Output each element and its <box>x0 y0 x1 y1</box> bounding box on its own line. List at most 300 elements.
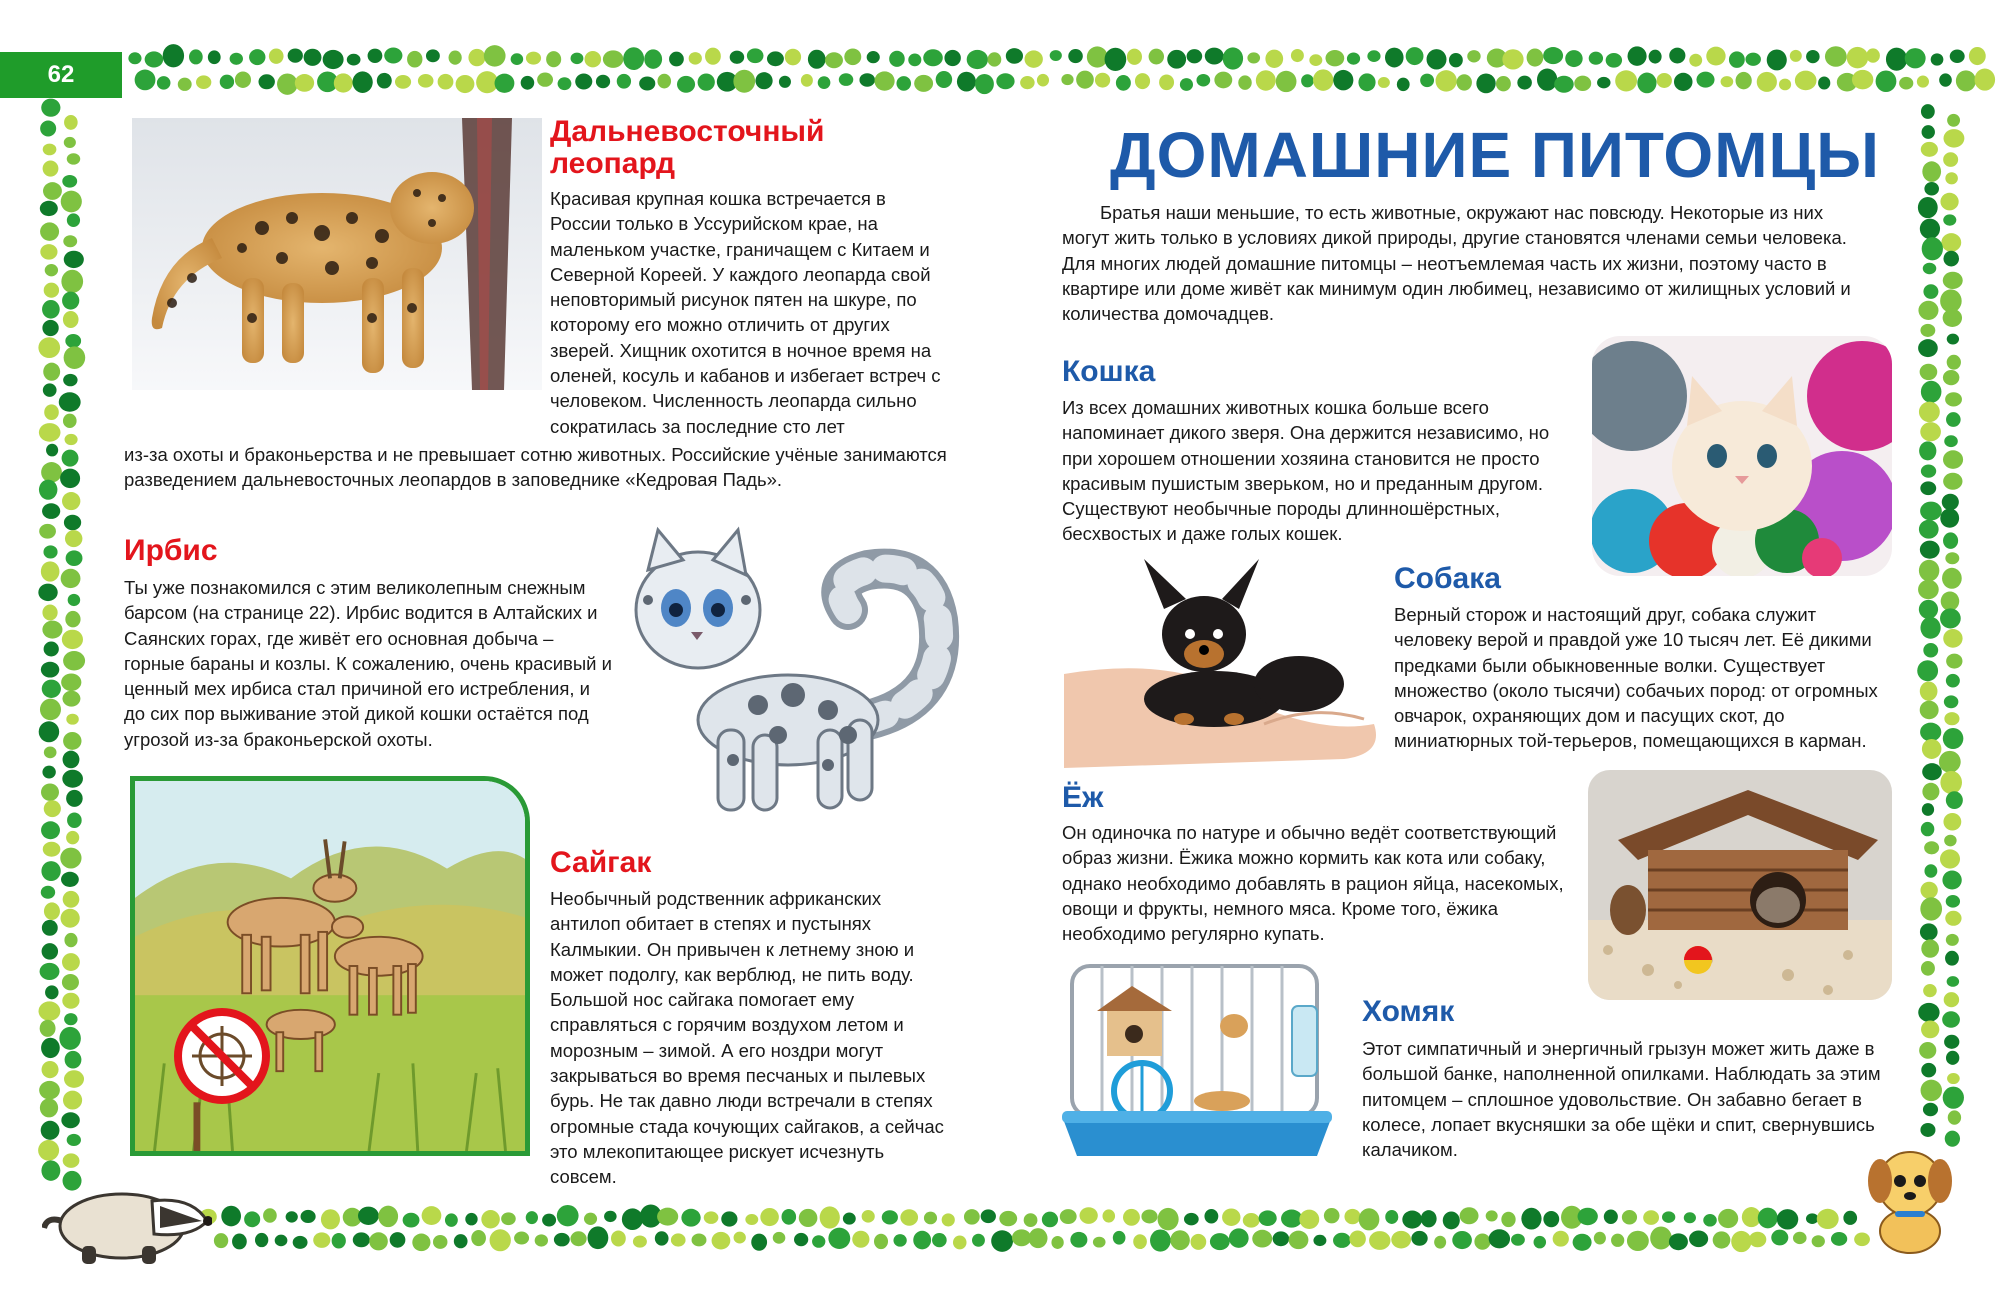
border-dot <box>41 1038 60 1058</box>
border-dot <box>542 1214 556 1227</box>
border-dot <box>61 673 81 691</box>
border-dot <box>1943 629 1962 648</box>
border-dot <box>1502 49 1523 69</box>
border-dot <box>1922 783 1939 801</box>
border-dot <box>828 1228 850 1249</box>
border-dot <box>323 50 344 69</box>
border-dot <box>991 1230 1013 1252</box>
border-dot <box>633 1236 647 1248</box>
border-dot <box>1565 50 1582 67</box>
border-dot <box>63 891 80 908</box>
border-dot <box>859 73 875 87</box>
border-dot <box>334 73 353 92</box>
border-dot <box>44 404 59 420</box>
border-dot <box>1831 1232 1847 1246</box>
border-dot <box>1921 1020 1939 1038</box>
border-dot <box>40 963 60 980</box>
border-dot <box>1920 422 1941 441</box>
border-dot <box>1347 52 1360 64</box>
border-dot <box>1369 1231 1390 1250</box>
border-dot <box>705 48 721 65</box>
border-dot <box>40 222 59 240</box>
border-dot <box>1944 712 1959 725</box>
border-dot <box>214 1233 228 1248</box>
border-dot <box>1627 1231 1649 1251</box>
border-dot <box>584 1213 597 1225</box>
border-dot <box>304 49 322 66</box>
border-dot <box>1650 1226 1672 1249</box>
border-dot <box>1184 1213 1199 1225</box>
border-dot <box>1920 1123 1935 1137</box>
border-dot <box>64 115 78 130</box>
border-dot <box>1757 72 1777 92</box>
border-dot <box>1817 1209 1839 1229</box>
border-dot <box>923 49 943 66</box>
page-number: 62 <box>0 52 122 98</box>
border-dot <box>721 1211 737 1226</box>
border-dot <box>1537 69 1557 91</box>
border-dot <box>1923 643 1938 657</box>
border-dot <box>1731 1231 1751 1252</box>
border-dot <box>40 699 61 721</box>
border-dot <box>1180 78 1193 91</box>
border-dot <box>1749 1232 1766 1247</box>
irbis-text <box>124 575 616 752</box>
border-dot <box>1436 70 1457 92</box>
border-dot <box>1313 1235 1326 1246</box>
border-dot <box>1243 1213 1260 1228</box>
border-dot <box>1793 1232 1807 1244</box>
border-dot <box>1876 70 1897 92</box>
border-dot <box>957 72 976 92</box>
border-dot <box>1474 1233 1490 1249</box>
border-dot <box>773 1232 786 1244</box>
border-dot <box>924 1212 937 1225</box>
border-dot <box>1946 791 1963 809</box>
border-dot <box>288 48 303 62</box>
border-dot <box>1939 73 1952 86</box>
border-dot <box>913 1231 931 1250</box>
border-dot <box>733 70 755 93</box>
border-dot <box>1070 1232 1087 1248</box>
border-dot <box>1921 961 1935 976</box>
border-dot <box>62 953 80 971</box>
border-dot <box>1133 1234 1147 1249</box>
border-dot <box>39 423 61 442</box>
border-dot <box>59 1027 80 1050</box>
saiga-text <box>550 886 952 1190</box>
border-dot <box>313 1232 330 1247</box>
border-dot <box>43 144 57 156</box>
border-dot <box>145 51 164 67</box>
border-dot <box>944 50 960 66</box>
border-dot <box>1589 52 1603 65</box>
border-dot <box>1943 251 1959 267</box>
kitten-photo <box>1592 336 1892 576</box>
dog-text <box>1394 602 1882 754</box>
border-dot <box>66 831 79 844</box>
border-dot <box>1657 73 1672 88</box>
border-dot <box>1944 992 1959 1007</box>
border-dot <box>232 1234 247 1250</box>
border-dot <box>286 1211 298 1222</box>
border-dot <box>65 434 78 445</box>
border-dot <box>1920 502 1942 521</box>
border-dot <box>1945 911 1961 926</box>
border-dot <box>1313 69 1333 91</box>
border-dot <box>1643 1210 1659 1225</box>
border-dot <box>588 1226 609 1249</box>
border-dot <box>1457 74 1472 90</box>
border-dot <box>1956 70 1976 91</box>
border-dot <box>900 1209 918 1226</box>
border-dot <box>1866 48 1880 62</box>
border-dot <box>1684 1212 1696 1223</box>
border-dot <box>1920 701 1939 720</box>
border-dot <box>1159 74 1174 90</box>
border-dot <box>604 1211 617 1222</box>
border-dot <box>1767 49 1787 70</box>
border-dot <box>481 1210 500 1228</box>
border-dot <box>526 1211 538 1224</box>
border-dot <box>43 363 60 381</box>
border-dot <box>1573 1234 1592 1251</box>
border-dot <box>465 1213 477 1225</box>
border-dot <box>818 76 831 89</box>
border-dot <box>1411 1231 1427 1246</box>
border-dot <box>557 1205 579 1226</box>
page-title: ДОМАШНИЕ ПИТОМЦЫ <box>1110 119 1880 191</box>
border-dot <box>1920 481 1936 495</box>
border-dot <box>511 53 524 65</box>
border-dot <box>484 45 506 66</box>
border-dot <box>1790 50 1802 62</box>
border-dot <box>639 76 655 90</box>
border-dot <box>45 985 58 999</box>
border-dot <box>554 1233 570 1247</box>
border-dot <box>1852 70 1873 89</box>
border-dot <box>42 920 58 936</box>
border-dot <box>1024 1213 1038 1227</box>
border-dot <box>64 137 76 148</box>
border-dot <box>1947 355 1961 370</box>
border-dot <box>1943 152 1958 167</box>
border-dot <box>66 714 78 725</box>
border-dot <box>1919 600 1938 619</box>
hamster-cage-illustration <box>1062 956 1342 1166</box>
border-dot <box>1029 1228 1048 1248</box>
border-dot <box>1943 813 1961 831</box>
border-dot <box>794 1233 808 1246</box>
border-dot <box>39 480 57 500</box>
border-dot <box>1942 568 1962 589</box>
border-dot <box>1945 951 1959 966</box>
border-dot <box>1037 74 1049 87</box>
border-dot <box>40 244 57 260</box>
border-dot <box>1948 1110 1961 1124</box>
border-dot <box>412 1234 430 1252</box>
border-dot <box>1276 71 1297 92</box>
cat-text <box>1062 395 1576 547</box>
border-dot <box>1923 284 1938 299</box>
border-dot <box>220 75 234 89</box>
border-dot <box>1919 560 1939 582</box>
border-dot <box>454 1234 468 1248</box>
border-dot <box>1696 72 1714 88</box>
border-dot <box>801 74 813 87</box>
border-dot <box>43 383 57 396</box>
border-dot <box>244 1211 260 1227</box>
border-dot <box>1662 1211 1675 1222</box>
border-dot <box>839 73 853 86</box>
border-dot <box>378 1206 398 1228</box>
border-dot <box>1102 1209 1115 1222</box>
leopard-paragraph-continued: из-за охоты и браконьерства и не превышает сотню животных. Российские учёные занимаются разведением дальневосточных леопардов в заповеднике «Кедровая Падь». <box>124 444 947 491</box>
border-dot <box>1291 49 1304 62</box>
border-dot <box>1812 1235 1825 1247</box>
border-dot <box>1941 591 1960 610</box>
border-dot <box>521 76 535 90</box>
border-dot <box>255 1233 268 1247</box>
border-dot <box>347 54 361 66</box>
border-dot <box>62 175 77 188</box>
leopard-heading-line1: Дальневосточный <box>550 115 825 148</box>
border-dot <box>812 1235 825 1247</box>
border-dot <box>1259 1210 1277 1226</box>
border-dot <box>230 53 243 65</box>
border-dot <box>65 1051 82 1069</box>
border-dot <box>975 74 994 94</box>
border-dot <box>1713 1231 1731 1248</box>
border-dot <box>275 1235 288 1247</box>
border-dot <box>936 71 953 88</box>
border-dot <box>39 524 56 539</box>
prohibition-sign-icon <box>172 1006 272 1106</box>
border-dot <box>39 1081 60 1100</box>
border-dot <box>1922 161 1941 182</box>
border-dot <box>44 902 60 920</box>
border-dot <box>41 99 60 117</box>
border-dot <box>64 251 84 268</box>
border-dot <box>1919 520 1939 539</box>
dog-heading: Собака <box>1394 562 1501 595</box>
border-dot <box>62 974 79 990</box>
border-dot <box>1939 751 1961 773</box>
border-dot <box>1940 771 1962 794</box>
border-dot <box>43 182 62 200</box>
border-dot <box>40 1020 56 1037</box>
border-dot <box>42 300 60 319</box>
border-dot <box>369 1232 388 1250</box>
hedgehog-paragraph: Он одиночка по натуре и обычно ведёт соответствующий образ жизни. Ёжика можно кормить как кота или собаку, однако необходимо добавлять в рацион яйца, насекомых, овощи и фрукты, немного мяса. Кроме того, ёжика необходимо регулярно купать. <box>1062 822 1564 945</box>
border-dot <box>61 569 81 588</box>
border-dot <box>657 1208 678 1226</box>
hedgehog-house-photo <box>1588 770 1892 1000</box>
border-dot <box>1943 450 1963 469</box>
border-dot <box>1921 939 1939 957</box>
border-dot <box>862 1210 875 1223</box>
border-dot <box>1578 1208 1598 1225</box>
leopard-text <box>550 186 948 439</box>
border-dot <box>40 1098 58 1117</box>
border-dot <box>535 1234 548 1246</box>
border-dot <box>972 1234 985 1247</box>
border-dot <box>1391 1231 1411 1249</box>
border-dot <box>689 52 702 65</box>
border-dot <box>1943 728 1964 749</box>
border-dot <box>301 1210 316 1223</box>
border-dot <box>1944 129 1965 148</box>
border-dot <box>1806 1213 1819 1224</box>
border-dot <box>269 49 284 64</box>
border-dot <box>41 462 62 483</box>
border-dot <box>1252 1230 1272 1248</box>
border-dot <box>1946 654 1962 669</box>
border-dot <box>39 721 59 742</box>
border-dot <box>45 264 58 276</box>
badger-cartoon-icon <box>42 1166 212 1266</box>
border-dot <box>874 71 894 90</box>
border-dot <box>61 270 83 293</box>
border-dot <box>1905 48 1926 68</box>
border-dot <box>1899 77 1913 90</box>
border-dot <box>445 1213 458 1226</box>
border-dot <box>1919 402 1940 423</box>
border-dot <box>1402 1211 1422 1229</box>
border-dot <box>1051 1236 1063 1249</box>
border-dot <box>825 52 843 68</box>
border-dot <box>157 76 171 89</box>
border-dot <box>426 49 440 62</box>
border-dot <box>1721 76 1734 87</box>
border-dot <box>63 235 77 247</box>
border-dot <box>1079 1207 1097 1224</box>
border-dot <box>611 1230 626 1246</box>
border-dot <box>808 50 826 69</box>
border-dot <box>63 732 81 750</box>
border-dot <box>1229 1228 1249 1248</box>
border-dot <box>747 48 764 63</box>
border-dot <box>932 1233 947 1247</box>
border-dot <box>1940 608 1961 628</box>
border-dot <box>1289 1231 1309 1250</box>
dog-paragraph: Верный сторож и настоящий друг, собака служит человеку верой и правдой уже 10 тысяч лет. Её дикими предками были обыкновенные волки. Существует множество (около тысячи) собачьих пород: от огромных овчарок, охраняющих дом и пасущих скот, до миниатюрных той-терьеров, помещающихся в карман. <box>1394 604 1878 752</box>
border-dot <box>1210 1233 1230 1250</box>
border-dot <box>1918 1003 1939 1022</box>
border-dot <box>1706 47 1725 66</box>
border-dot <box>1945 392 1962 406</box>
border-dot <box>1427 49 1447 69</box>
border-dot <box>60 469 80 489</box>
border-dot <box>1940 508 1959 527</box>
border-dot <box>63 311 79 328</box>
border-dot <box>1921 1063 1936 1077</box>
border-dot <box>1167 50 1186 69</box>
border-dot <box>1918 339 1938 357</box>
border-dot <box>1919 441 1936 460</box>
border-dot <box>1534 1236 1547 1249</box>
border-dot <box>782 1209 797 1225</box>
border-dot <box>41 662 59 678</box>
border-dot <box>1921 104 1935 119</box>
border-dot <box>1923 1103 1938 1116</box>
border-dot <box>730 51 744 64</box>
hedgehog-heading: Ёж <box>1062 781 1104 814</box>
border-dot <box>1921 381 1942 403</box>
border-dot <box>66 790 83 807</box>
border-dot <box>1917 660 1938 681</box>
border-dot <box>128 52 141 64</box>
border-dot <box>1921 142 1938 157</box>
border-dot <box>403 1213 420 1228</box>
border-dot <box>1333 1233 1351 1248</box>
border-dot <box>571 53 584 64</box>
border-dot <box>1923 263 1936 274</box>
border-dot <box>1943 532 1958 548</box>
border-dot <box>1922 803 1934 816</box>
border-dot <box>1553 1231 1569 1247</box>
border-dot <box>1918 301 1938 320</box>
border-dot <box>644 49 662 69</box>
leopard-paragraph: Красивая крупная кошка встречается в России только в Уссурийском крае, на маленьком участке, граничащем с Китаем и Северной Кореей. У каждого леопарда свой неповторимый рисунок пятен на шкуре, по которому его можно отличить от других зверей. Хищник охотится в ночное время на оленей, косуль и кабанов и избегает встреч с человеком. Численность леопарда сильно сократилась за последние сто лет <box>550 188 941 437</box>
border-dot <box>655 1231 669 1245</box>
border-dot <box>64 515 81 530</box>
border-dot <box>1825 46 1847 67</box>
border-dot <box>843 1213 856 1225</box>
border-dot <box>438 74 454 90</box>
border-dot <box>1521 1208 1541 1230</box>
border-dot <box>585 51 602 67</box>
border-dot <box>1771 1230 1788 1246</box>
border-dot <box>1703 1214 1717 1227</box>
border-dot <box>1922 237 1943 260</box>
border-dot <box>1611 1234 1624 1247</box>
saiga-paragraph: Необычный родственник африканских антилоп обитает в степях и пустынях Калмыкии. Он привычен к летнему зною и может подолгу, как верблюд, не пить воду. Большой нос сайгака помогает ему справляться с горячим воздухом летом и морозным – зимой. А его ноздри могут закрываться во время песчаных и пылевых бурь. Не так давно люди встречали в степях огромные стада кочующих сайгаков, а сейчас это млекопитающее рискует исчезнуть совсем. <box>550 888 944 1188</box>
border-dot <box>1924 864 1937 877</box>
border-dot <box>603 50 624 68</box>
border-dot <box>1247 52 1260 63</box>
border-dot <box>760 1208 779 1226</box>
border-dot <box>1920 617 1940 639</box>
border-dot <box>1779 79 1791 91</box>
border-dot <box>1486 1210 1498 1221</box>
border-dot <box>62 630 83 649</box>
border-dot <box>41 1121 60 1140</box>
border-dot <box>996 73 1014 89</box>
border-dot <box>163 44 184 67</box>
border-dot <box>44 800 61 817</box>
border-dot <box>1116 75 1131 91</box>
hamster-text <box>1362 1036 1882 1162</box>
border-dot <box>622 1208 643 1230</box>
border-dot <box>799 1209 818 1227</box>
border-dot <box>358 1207 379 1225</box>
border-dot <box>208 50 221 64</box>
border-dot <box>1944 1035 1959 1049</box>
border-dot <box>681 1209 700 1227</box>
border-dot <box>1941 233 1961 252</box>
border-dot <box>1214 72 1232 89</box>
border-dot <box>1942 1011 1960 1028</box>
border-dot <box>896 76 911 91</box>
border-dot <box>712 1232 731 1250</box>
border-dot <box>1604 1210 1618 1224</box>
border-dot <box>1187 49 1203 63</box>
border-dot <box>844 48 861 65</box>
border-dot <box>1758 1208 1778 1229</box>
border-dot <box>42 605 57 621</box>
border-dot <box>669 52 684 67</box>
